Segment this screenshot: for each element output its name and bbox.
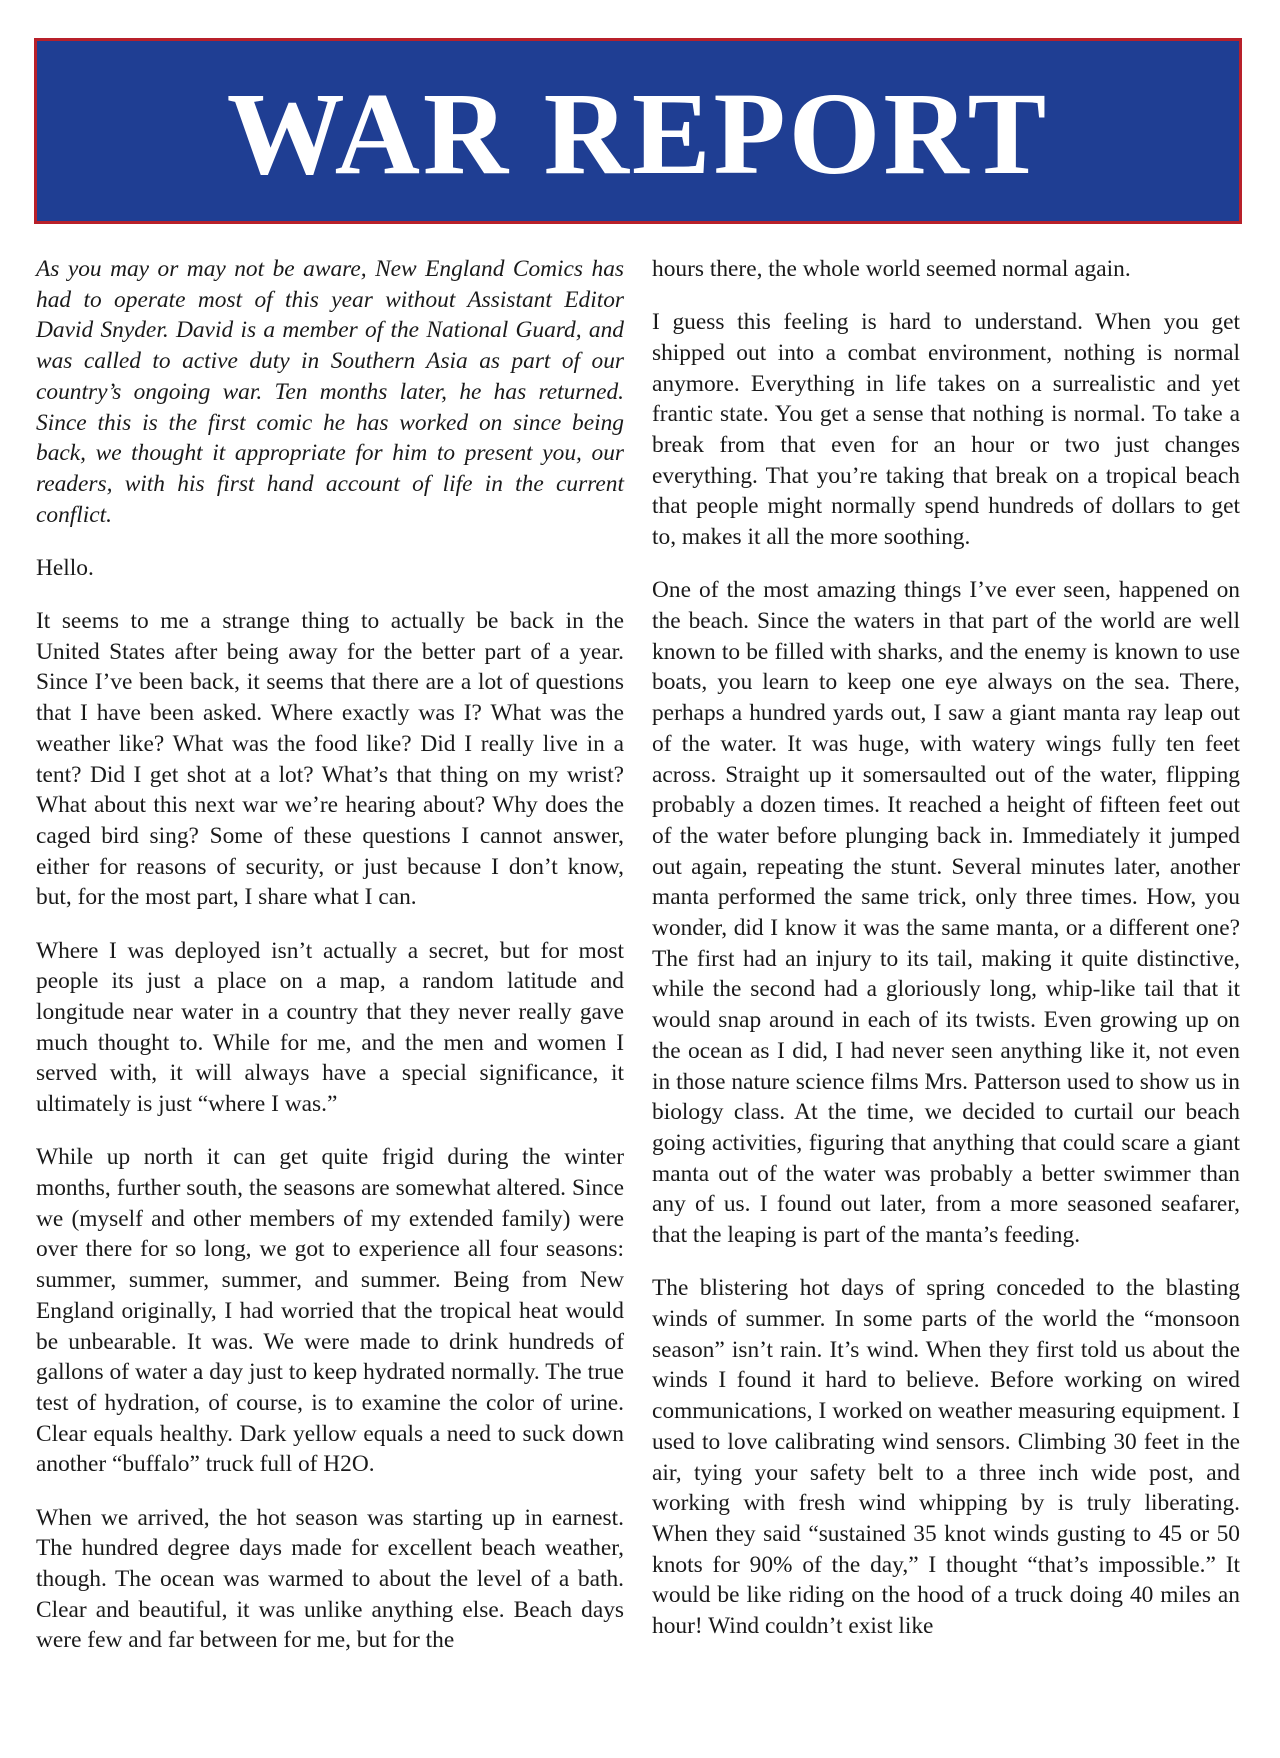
body-paragraph: While up north it can get quite frigid during the winter months, further south, the seasons are somewhat altered. Since we (myself and other members of my extended family) were over there for so long, we got to experience all four seasons: summer, summer, summer, and summer. Being from New England originally, I had worried that the tropical heat would be unbearable. It was. We were made to drink hundreds of gallons of water a day just to keep hydrated normally. The true test of hydration, of course, is to examine the color of urine. Clear equals healthy. Dark yellow equals a need to suck down another “buffalo” truck full of H2O. <box>36 1144 624 1478</box>
body-paragraph: Hello. <box>36 554 94 581</box>
left-column <box>36 254 624 1679</box>
right-column <box>652 254 1240 1664</box>
body-paragraph: hours there, the whole world seemed normal again. <box>652 256 1131 282</box>
body-paragraph: It seems to me a strange thing to actually be back in the United States after being away for the better part of a year. Since I’ve been back, it seems that there are a lot of questions that I have been asked. Where exactly was I? What was the weather like? What was the food like? Did I really live in a tent? Did I get shot at a lot? What’s that thing on my wrist? What about this next war we’re hearing about? Why does the caged bird sing? Some of these questions I cannot answer, either for reasons of security, or just because I don’t know, but, for the most part, I share what I can. <box>36 608 624 911</box>
intro-paragraph: As you may or may not be aware, New England Comics has had to operate most of this year without Assistant Editor David Snyder. David is a member of the National Guard, and was called to active duty in Southern Asia as part of our country’s ongoing war. Ten months later, he has returned. Since this is the first comic he has worked on since being back, we thought it appropriate for him to present you, our readers, with his first hand account of life in the current conflict. <box>36 256 624 528</box>
body-paragraph: The blistering hot days of spring conceded to the blasting winds of summer. In some parts of the world the “monsoon season” isn’t rain. It’s wind. When they first told us about the winds I found it hard to believe. Before working on wired communications, I worked on weather measuring equipment. I used to love calibrating wind sensors. Climbing 30 feet in the air, tying your safety belt to a three inch wide post, and working with fresh wind whipping by is truly liberating. When they said “sustained 35 knot winds gusting to 45 or 50 knots for 90% of the day,” I thought “that’s impossible.” It would be like riding on the hood of a truck doing 40 miles an hour! Wind couldn’t exist like <box>652 1275 1240 1640</box>
body-paragraph: When we arrived, the hot season was starting up in earnest. The hundred degree days made for excellent beach weather, though. The ocean was warmed to about the level of a bath. Clear and beautiful, it was unlike anything else. Beach days were few and far between for me, but for the <box>36 1504 624 1654</box>
body-paragraph: I guess this feeling is hard to understand. When you get shipped out into a combat environment, nothing is normal anymore. Everything in life takes on a surrealistic and yet frantic state. You get a sense that nothing is normal. To take a break from that even for an hour or two just changes everything. That you’re taking that break on a tropical beach that people might normally spend hundreds of dollars to get to, makes it all the more soothing. <box>652 309 1240 551</box>
header-banner <box>34 38 1242 224</box>
body-paragraph: Where I was deployed isn’t actually a secret, but for most people its just a place on a map, a random latitude and longitude near water in a country that they never really gave much thought to. While for me, and the men and women I served with, it will always have a special significance, it ultimately is just “where I was.” <box>36 937 624 1118</box>
body-paragraph: One of the most amazing things I’ve ever seen, happened on the beach. Since the waters in that part of the world are well known to be filled with sharks, and the enemy is known to use boats, you learn to keep one eye always on the sea. There, perhaps a hundred yards out, I saw a giant manta ray leap out of the water. It was huge, with watery wings fully ten feet across. Straight up it somersaulted out of the water, flipping probably a dozen times. It reached a height of fifteen feet out of the water before plunging back in. Immediately it jumped out again, repeating the stunt. Several minutes later, another manta performed the same trick, only three times. How, you wonder, did I know it was the same manta, or a different one? The first had an injury to its tail, making it quite distinctive, while the second had a gloriously long, whip-like tail that it would snap around in each of its twists. Even growing up on the ocean as I did, I had never seen anything like it, not even in those nature science films Mrs. Patterson used to show us in biology class. At the time, we decided to curtail our beach going activities, figuring that anything that could scare a giant manta out of the water was probably a better swimmer than any of us. I found out later, from a more seasoned seafarer, that the leaping is part of the manta’s feeding. <box>652 577 1240 1249</box>
page-title: WAR REPORT <box>226 68 1050 199</box>
